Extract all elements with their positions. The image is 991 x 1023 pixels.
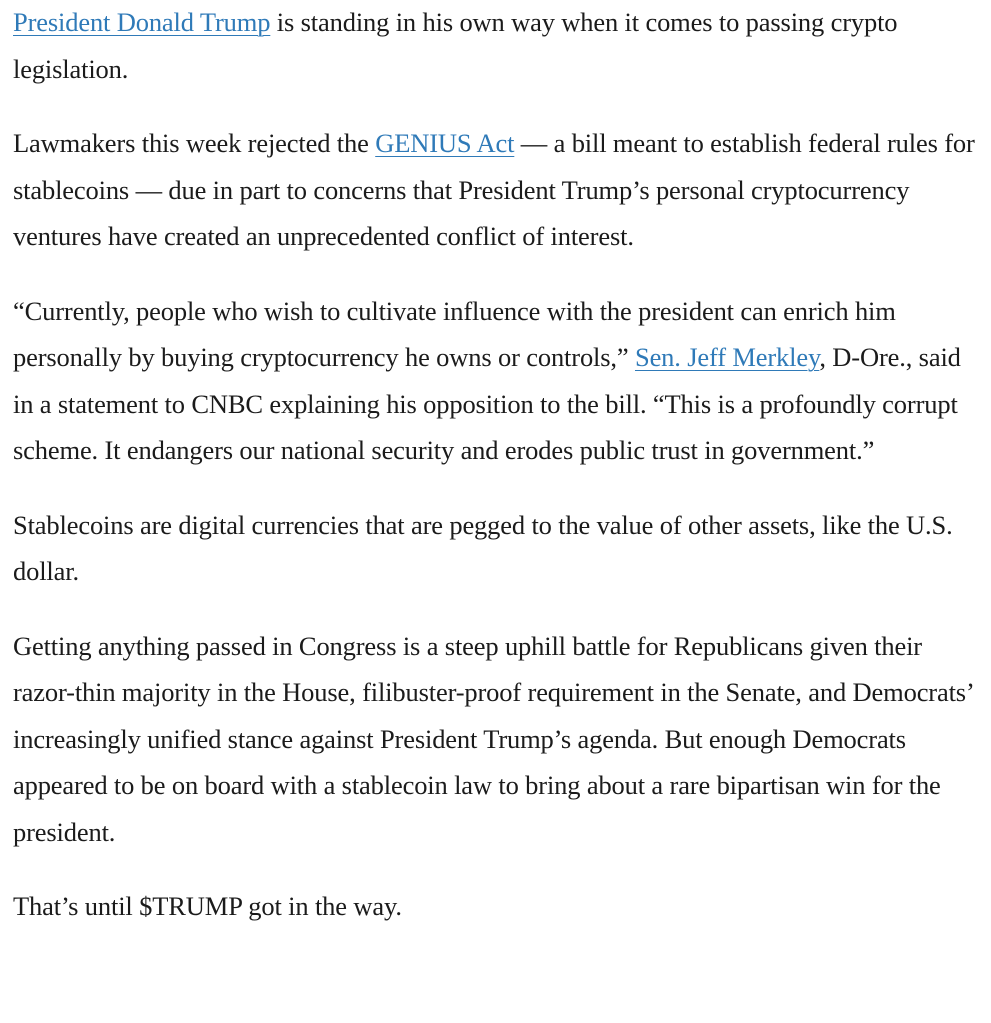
paragraph-1 [13, 0, 978, 92]
paragraph-3-text-before: “Currently, people who wish to cultivate influence with the president can enrich him personally by buying cryptocurrency he owns or controls,” [13, 295, 896, 372]
link-president-donald-trump[interactable]: President Donald Trump [13, 7, 271, 37]
paragraph-3 [13, 288, 978, 474]
paragraph-1-text: is standing in his own way when it comes to passing crypto legislation. [13, 7, 898, 84]
paragraph-5: Getting anything passed in Congress is a steep uphill battle for Republicans given their razor-thin majority in the House, filibuster-proof requirement in the Senate, and Democrats’ increasingly unified stance against President Trump’s agenda. But enough Democrats appeared to be on board with a stablecoin law to bring about a rare bipartisan win for the president. [13, 630, 973, 847]
paragraph-2-text-after: — a bill meant to establish federal rules for stablecoins — due in part to concerns that President Trump’s personal cryptocurrency ventures have created an unprecedented conflict of interest. [13, 128, 975, 251]
paragraph-4: Stablecoins are digital currencies that are pegged to the value of other assets, like the U.S. dollar. [13, 509, 953, 586]
paragraph-2-text-before: Lawmakers this week rejected the [13, 128, 376, 158]
link-genius-act[interactable]: GENIUS Act [375, 128, 515, 158]
paragraph-3-text-after: , D-Ore., said in a statement to CNBC explaining his opposition to the bill. “This is a profoundly corrupt scheme. It endangers our national security and erodes public trust in government.” [13, 342, 961, 465]
link-sen-jeff-merkley[interactable]: Sen. Jeff Merkley [634, 342, 820, 372]
paragraph-6: That’s until $TRUMP got in the way. [13, 891, 402, 921]
paragraph-2 [13, 120, 978, 260]
